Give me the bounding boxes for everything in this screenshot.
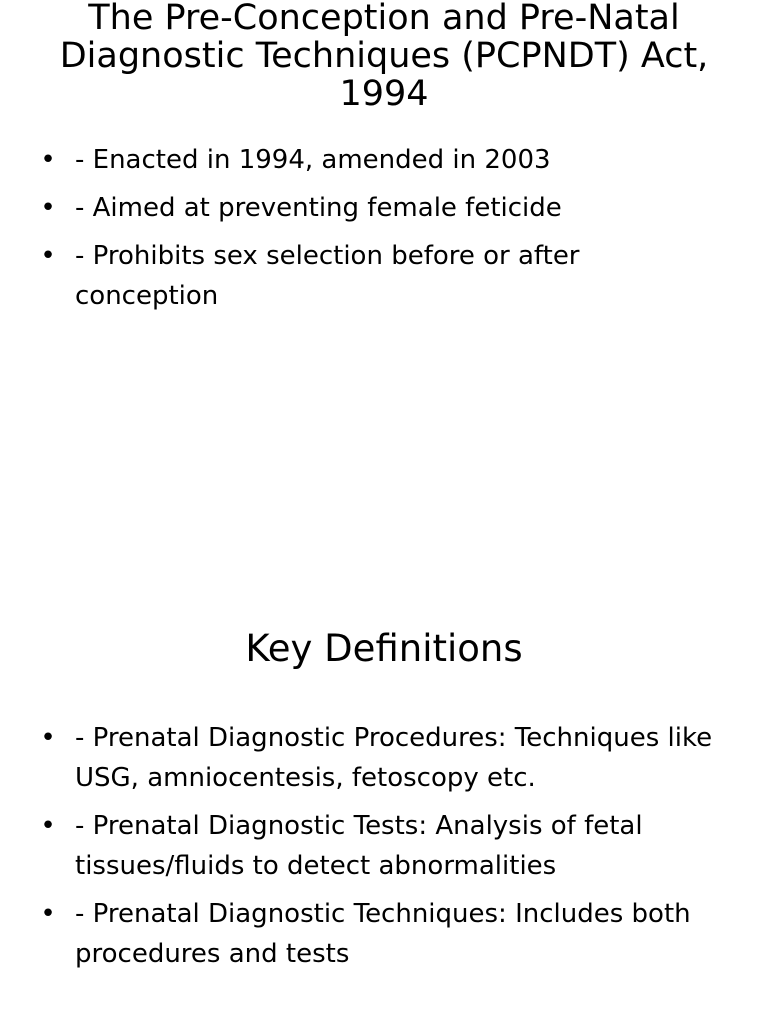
bullet-icon: • bbox=[40, 723, 56, 753]
bullet-icon: • bbox=[40, 241, 56, 271]
list-item bbox=[38, 718, 728, 798]
bullet-text: - Prenatal Diagnostic Techniques: Includes both procedures and tests bbox=[75, 899, 691, 969]
list-item bbox=[38, 894, 728, 974]
bullet-icon: • bbox=[40, 193, 56, 223]
bullet-text: - Aimed at preventing female feticide bbox=[75, 193, 562, 223]
bullet-icon: • bbox=[40, 899, 56, 929]
bullet-text: - Prohibits sex selection before or after conception bbox=[75, 241, 580, 311]
slide-title: Key Definitions bbox=[245, 627, 523, 670]
list-item bbox=[38, 236, 728, 316]
list-item bbox=[38, 806, 728, 886]
bullet-icon: • bbox=[40, 811, 56, 841]
bullet-list bbox=[38, 718, 728, 982]
bullet-icon: • bbox=[40, 145, 56, 175]
list-item bbox=[38, 140, 728, 180]
bullet-text: - Prenatal Diagnostic Procedures: Techniques like USG, amniocentesis, fetoscopy etc. bbox=[75, 723, 713, 793]
bullet-list bbox=[38, 140, 728, 324]
bullet-text: - Prenatal Diagnostic Tests: Analysis of fetal tissues/fluids to detect abnormalities bbox=[75, 811, 643, 881]
bullet-text: - Enacted in 1994, amended in 2003 bbox=[75, 145, 551, 175]
slide-title: The Pre-Conception and Pre-Natal Diagnostic Techniques (PCPNDT) Act, 1994 bbox=[59, 0, 709, 114]
slide-key-definitions bbox=[0, 512, 768, 1024]
list-item bbox=[38, 188, 728, 228]
